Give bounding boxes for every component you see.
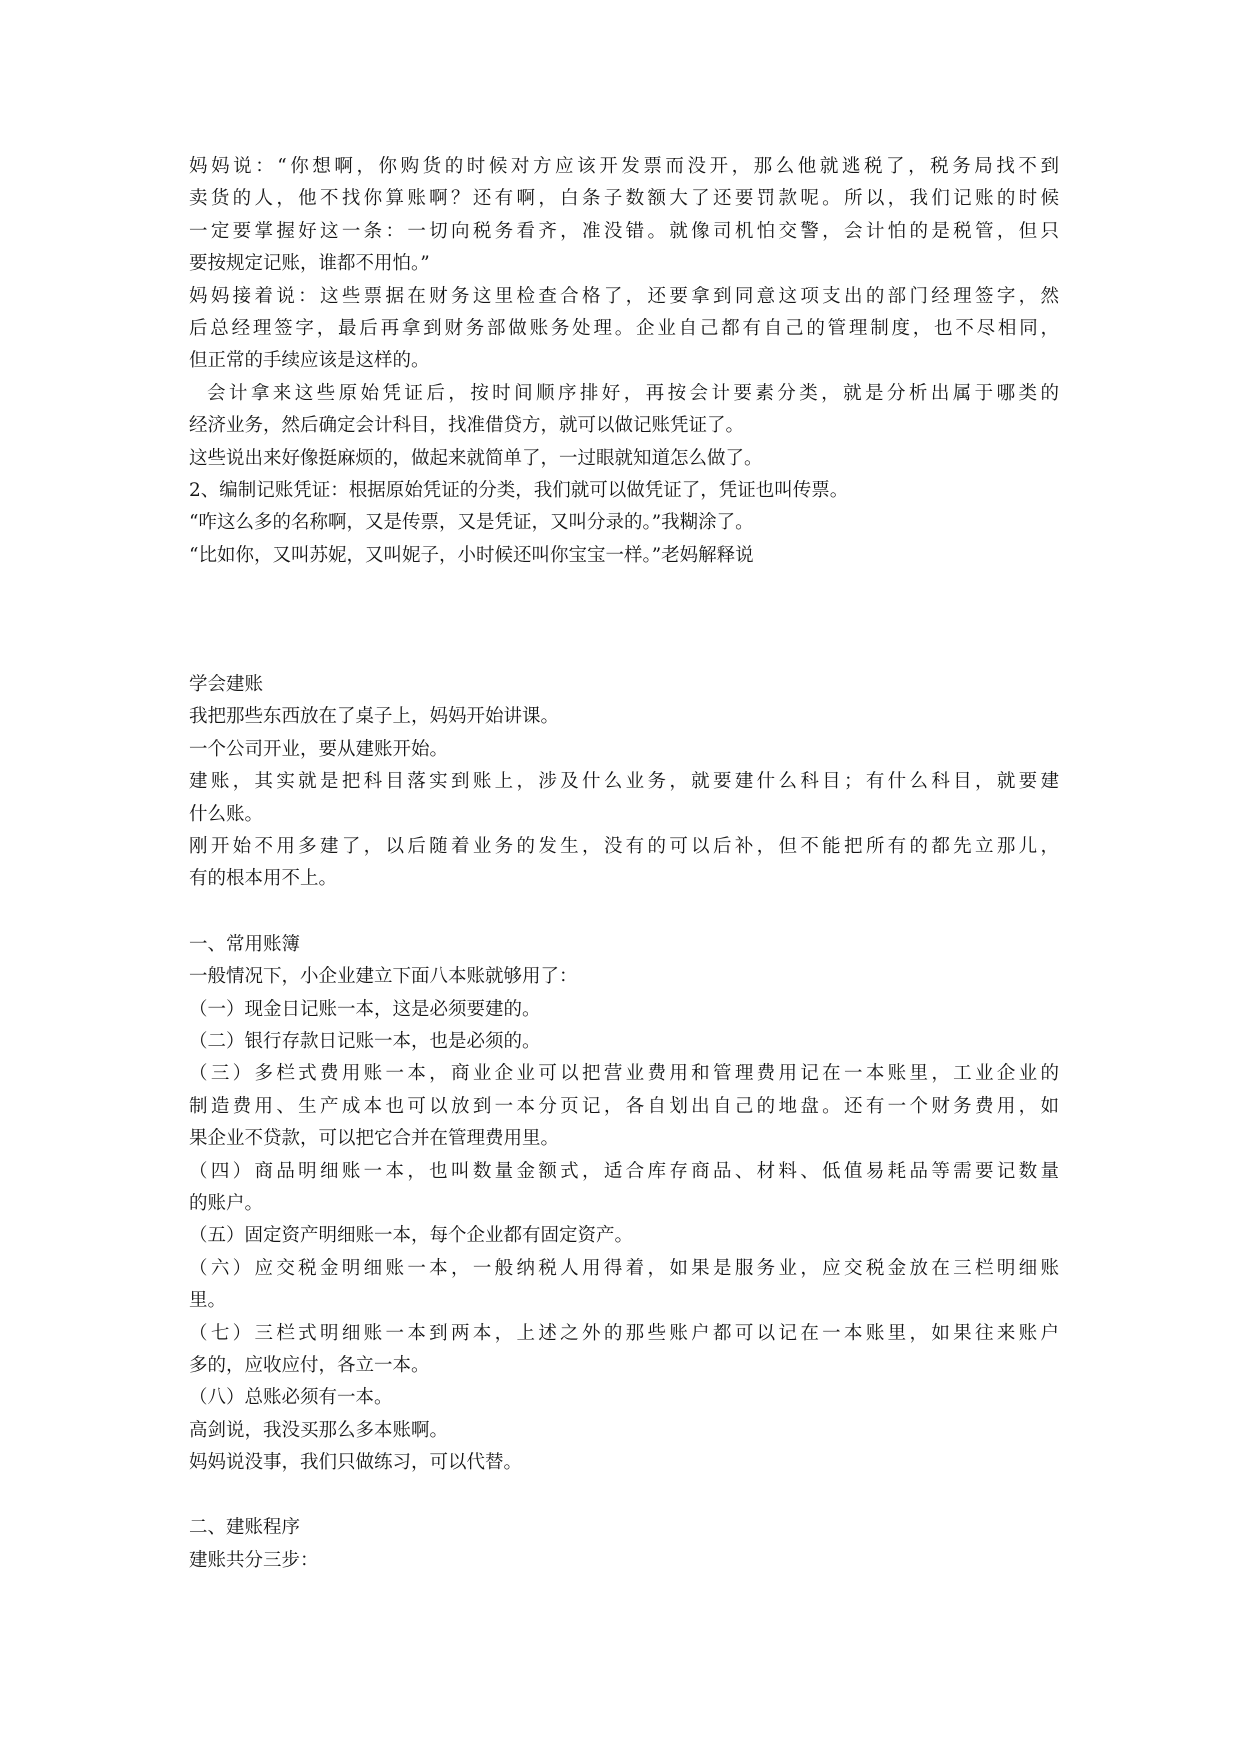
section-heading: 学会建账	[189, 674, 264, 696]
text-line: 高剑说，我没买那么多本账啊。	[189, 1419, 449, 1441]
text-line: 妈妈说：“你想啊，你购货的时候对方应该开发票而没开，那么他就逃税了，税务局找不到	[189, 156, 1059, 177]
text-line: 卖货的人，他不找你算账啊？还有啊，白条子数额大了还要罚款呢。所以，我们记账的时候	[189, 188, 1059, 210]
text-line: 但正常的手续应该是这样的。	[189, 350, 430, 372]
paragraph-block-vouchers	[189, 151, 1059, 572]
text-line: 一定要掌握好这一条：一切向税务看齐，准没错。就像司机怕交警，会计怕的是税管，但只	[189, 220, 1059, 242]
document-body	[189, 151, 1059, 1577]
text-line: 有的根本用不上。	[189, 868, 338, 890]
section-heading: 二、建账程序	[189, 1517, 301, 1539]
text-line: 要按规定记账，谁都不用怕。”	[189, 253, 430, 275]
text-line: 建账，其实就是把科目落实到账上，涉及什么业务，就要建什么科目；有什么科目，就要建	[189, 771, 1059, 793]
text-line: 一个公司开业，要从建账开始。	[189, 738, 449, 760]
text-line: 妈妈接着说：这些票据在财务这里检查合格了，还要拿到同意这项支出的部门经理签字，然	[189, 285, 1059, 307]
blank-space	[189, 572, 1059, 669]
list-item: （五）固定资产明细账一本，每个企业都有固定资产。	[189, 1225, 634, 1247]
list-item: （三）多栏式费用账一本，商业企业可以把营业费用和管理费用记在一本账里，工业企业的	[189, 1063, 1059, 1085]
list-item: （二）银行存款日记账一本，也是必须的。	[189, 1030, 541, 1052]
text-line: 2、编制记账凭证：根据原始凭证的分类，我们就可以做凭证了，凭证也叫传票。	[189, 479, 849, 501]
text-line: 一般情况下，小企业建立下面八本账就够用了：	[189, 966, 578, 988]
text-line: “咋这么多的名称啊，又是传票，又是凭证，又叫分录的。”我糊涂了。	[189, 512, 754, 534]
list-item: （一）现金日记账一本，这是必须要建的。	[189, 998, 541, 1020]
text-line: 建账共分三步：	[189, 1549, 319, 1571]
text-line: 我把那些东西放在了桌子上，妈妈开始讲课。	[189, 706, 560, 728]
text-line: “比如你，又叫苏妮，又叫妮子，小时候还叫你宝宝一样。”老妈解释说	[189, 544, 754, 566]
blank-line	[189, 896, 1059, 929]
text-line: 会计拿来这些原始凭证后，按时间顺序排好，再按会计要素分类，就是分析出属于哪类的	[207, 382, 1059, 404]
text-line: 制造费用、生产成本也可以放到一本分页记，各自划出自己的地盘。还有一个财务费用，如	[189, 1095, 1059, 1117]
text-line: 多的，应收应付，各立一本。	[189, 1354, 430, 1376]
text-line: 的账户。	[189, 1192, 264, 1214]
list-item: （七）三栏式明细账一本到两本，上述之外的那些账户都可以记在一本账里，如果往来账户	[189, 1322, 1059, 1344]
blank-line	[189, 1479, 1059, 1512]
text-line: 什么账。	[189, 803, 264, 825]
text-line: 这些说出来好像挺麻烦的，做起来就简单了，一过眼就知道怎么做了。	[189, 447, 763, 469]
section-common-ledgers	[189, 929, 1059, 1480]
text-line: 刚开始不用多建了，以后随着业务的发生，没有的可以后补，但不能把所有的都先立那儿，	[189, 836, 1059, 858]
section-learn-bookkeeping	[189, 669, 1059, 896]
list-item: （六）应交税金明细账一本，一般纳税人用得着，如果是服务业，应交税金放在三栏明细账	[189, 1257, 1059, 1279]
text-line: 里。	[189, 1290, 227, 1312]
text-line: 妈妈说没事，我们只做练习，可以代替。	[189, 1452, 523, 1474]
text-line: 经济业务，然后确定会计科目，找准借贷方，就可以做记账凭证了。	[189, 415, 745, 437]
list-item: （四）商品明细账一本，也叫数量金额式，适合库存商品、材料、低值易耗品等需要记数量	[189, 1160, 1059, 1182]
text-line: 果企业不贷款，可以把它合并在管理费用里。	[189, 1128, 560, 1150]
text-line: 后总经理签字，最后再拿到财务部做账务处理。企业自己都有自己的管理制度，也不尽相同，	[189, 317, 1059, 339]
section-setup-procedure	[189, 1512, 1059, 1577]
section-heading: 一、常用账簿	[189, 933, 301, 955]
list-item: （八）总账必须有一本。	[189, 1387, 393, 1409]
